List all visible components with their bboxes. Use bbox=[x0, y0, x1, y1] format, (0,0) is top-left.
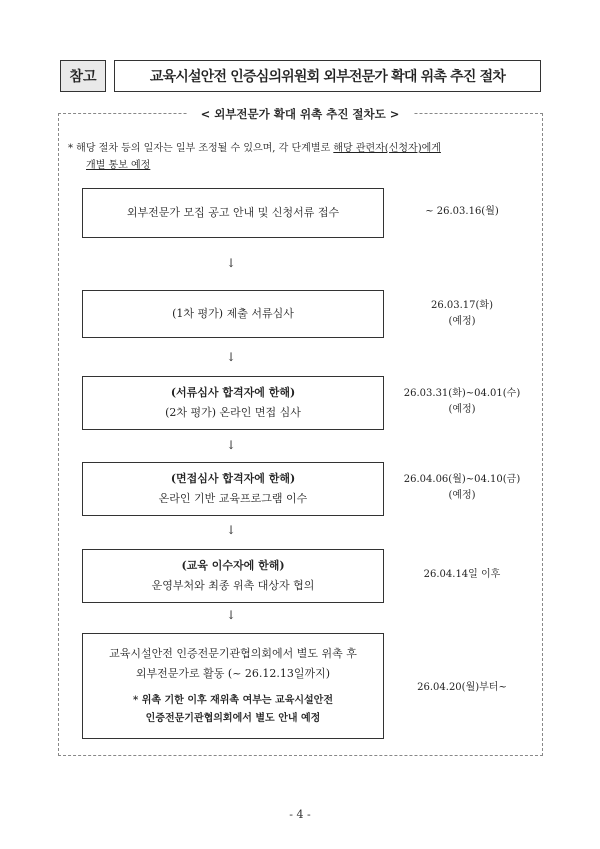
arrow-down-icon: ↓ bbox=[226, 256, 237, 270]
step-2-date-text: 26.03.17(화) bbox=[431, 300, 493, 311]
step-6-note-1: * 위촉 기한 이후 재위촉 여부는 교육시설안전 bbox=[133, 695, 333, 706]
step-4-title: (면접심사 합격자에 한해) bbox=[170, 472, 296, 485]
arrow-down-icon: ↓ bbox=[226, 438, 237, 452]
step-6-note-2: 인증전문기관협의회에서 별도 안내 예정 bbox=[145, 713, 321, 724]
arrow-down-icon: ↓ bbox=[226, 350, 237, 364]
note-underlined-text-2: 개별 통보 예정 bbox=[86, 160, 151, 171]
step-2-text: (1차 평가) 제출 서류심사 bbox=[172, 307, 294, 320]
step-4-box bbox=[82, 462, 384, 516]
step-6-date-text: 26.04.20(월)부터~ bbox=[417, 682, 507, 693]
note-text: * 해당 절차 등의 일자는 일부 조정될 수 있으며, 각 단계별로 bbox=[68, 143, 334, 154]
step-6-text-1: 교육시설안전 인증전문기관협의회에서 별도 위촉 후 bbox=[109, 647, 357, 660]
step-4-date-note: (예정) bbox=[448, 490, 476, 501]
page-title: 교육시설안전 인증심의위원회 외부전문가 확대 위촉 추진 절차 bbox=[114, 60, 541, 92]
step-3-date bbox=[392, 386, 532, 418]
step-3-text: (2차 평가) 온라인 면접 심사 bbox=[165, 406, 301, 419]
note-underlined-text: 해당 관련자(신청자)에게 bbox=[333, 143, 441, 154]
step-2-date bbox=[392, 298, 532, 330]
step-3-box bbox=[82, 376, 384, 430]
step-1-text: 외부전문가 모집 공고 안내 및 신청서류 접수 bbox=[126, 206, 340, 219]
step-4-date-text: 26.04.06(월)~04.10(금) bbox=[403, 474, 521, 485]
section-title: < 외부전문가 확대 위촉 추진 절차도 > bbox=[187, 105, 413, 123]
step-3-date-note: (예정) bbox=[448, 404, 476, 415]
step-1-date bbox=[392, 204, 532, 220]
step-3-date-text: 26.03.31(화)~04.01(수) bbox=[403, 388, 521, 399]
reference-tag: 참고 bbox=[60, 60, 106, 92]
page-number: - 4 - bbox=[289, 808, 311, 821]
arrow-down-icon: ↓ bbox=[226, 608, 237, 622]
step-5-date-text: 26.04.14일 이후 bbox=[423, 569, 501, 580]
step-1-box bbox=[82, 188, 384, 238]
step-5-box bbox=[82, 549, 384, 603]
step-2-date-note: (예정) bbox=[448, 316, 476, 327]
step-6-box bbox=[82, 633, 384, 739]
step-5-title: (교육 이수자에 한해) bbox=[181, 559, 285, 572]
step-4-text: 온라인 기반 교육프로그램 이수 bbox=[158, 492, 308, 505]
step-1-date-text: ~ 26.03.16(월) bbox=[425, 206, 499, 217]
arrow-down-icon: ↓ bbox=[226, 523, 237, 537]
step-4-date bbox=[392, 472, 532, 504]
step-6-text-2: 외부전문가로 활동 (~ 26.12.13일까지) bbox=[135, 667, 331, 680]
step-5-date bbox=[392, 567, 532, 583]
schedule-note bbox=[68, 140, 538, 174]
step-6-date bbox=[392, 680, 532, 696]
step-3-title: (서류심사 합격자에 한해) bbox=[170, 386, 296, 399]
step-5-text: 운영부처와 최종 위촉 대상자 협의 bbox=[151, 579, 315, 592]
step-2-box bbox=[82, 290, 384, 338]
